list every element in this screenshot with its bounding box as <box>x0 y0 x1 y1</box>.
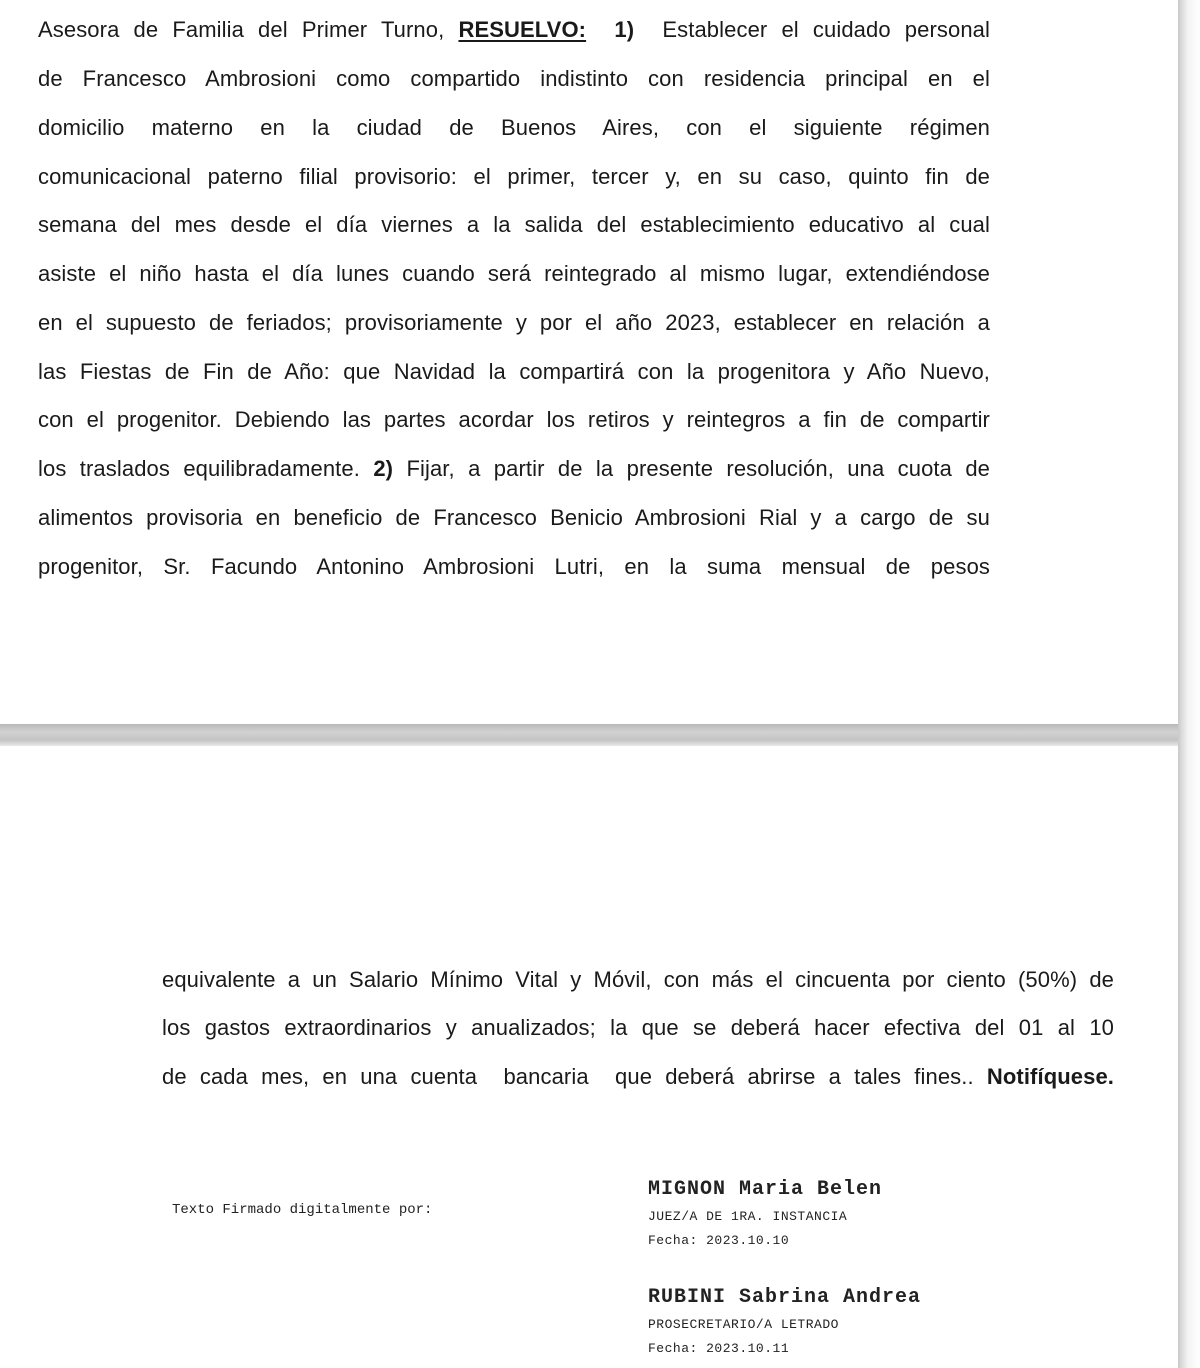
paragraph-line: progenitor, Sr. Facundo Antonino Ambrosioni Lutri, en la suma mensual de pesos <box>38 554 990 579</box>
notifiquese-text: Notifíquese. <box>986 1064 1114 1089</box>
paragraph-line: Asesora de Familia del Primer Turno, RESUELVO: 1) Establecer el cuidado personal <box>38 17 990 42</box>
paragraph-line: las Fiestas de Fin de Año: que Navidad la compartirá con la progenitora y Año Nuevo, <box>38 359 990 384</box>
item-number: 1) <box>614 17 635 42</box>
paragraph-line: semana del mes desde el día viernes a la salida del establecimiento educativo al cual <box>38 212 990 237</box>
paragraph-line: en el supuesto de feriados; provisoriamente y por el año 2023, establecer en relación a <box>38 310 990 335</box>
page-edge-shadow <box>1178 0 1200 1368</box>
signer-role: JUEZ/A DE 1RA. INSTANCIA <box>648 1209 848 1224</box>
page-separator <box>0 724 1200 746</box>
paragraph-line: de cada mes, en una cuenta bancaria que deberá abrirse a tales fines.. Notifíquese. <box>162 1064 1114 1089</box>
paragraph-line: los traslados equilibradamente. 2) Fijar, a partir de la presente resolución, una cuota de <box>38 456 991 481</box>
resuelvo-heading: RESUELVO: <box>458 17 587 42</box>
signer-role: PROSECRETARIO/A LETRADO <box>648 1317 839 1332</box>
paragraph-line: los gastos extraordinarios y anualizados; la que se deberá hacer efectiva del 01 al 10 <box>162 1015 1114 1040</box>
paragraph-line: domicilio materno en la ciudad de Buenos Aires, con el siguiente régimen <box>38 115 990 140</box>
signature-date: Fecha: 2023.10.11 <box>648 1341 790 1356</box>
paragraph-line: equivalente a un Salario Mínimo Vital y Móvil, con más el cincuenta por ciento (50%) de <box>162 967 1114 992</box>
paragraph-line: alimentos provisoria en beneficio de Francesco Benicio Ambrosioni Rial y a cargo de su <box>38 505 990 530</box>
signer-name: RUBINI Sabrina Andrea <box>648 1286 922 1309</box>
document-page-2 <box>0 746 1178 1368</box>
item-number: 2) <box>373 456 394 481</box>
signature-date: Fecha: 2023.10.10 <box>648 1233 790 1248</box>
paragraph-line: con el progenitor. Debiendo las partes acordar los retiros y reintegros a fin de compartir <box>38 407 990 432</box>
paragraph-line: comunicacional paterno filial provisorio: el primer, tercer y, en su caso, quinto fin de <box>38 164 990 189</box>
paragraph-line: asiste el niño hasta el día lunes cuando será reintegrado al mismo lugar, extendiéndose <box>38 261 990 286</box>
signer-name: MIGNON Maria Belen <box>648 1178 883 1201</box>
signature-label: Texto Firmado digitalmente por: <box>172 1202 433 1218</box>
paragraph-line: de Francesco Ambrosioni como compartido indistinto con residencia principal en el <box>38 66 990 91</box>
